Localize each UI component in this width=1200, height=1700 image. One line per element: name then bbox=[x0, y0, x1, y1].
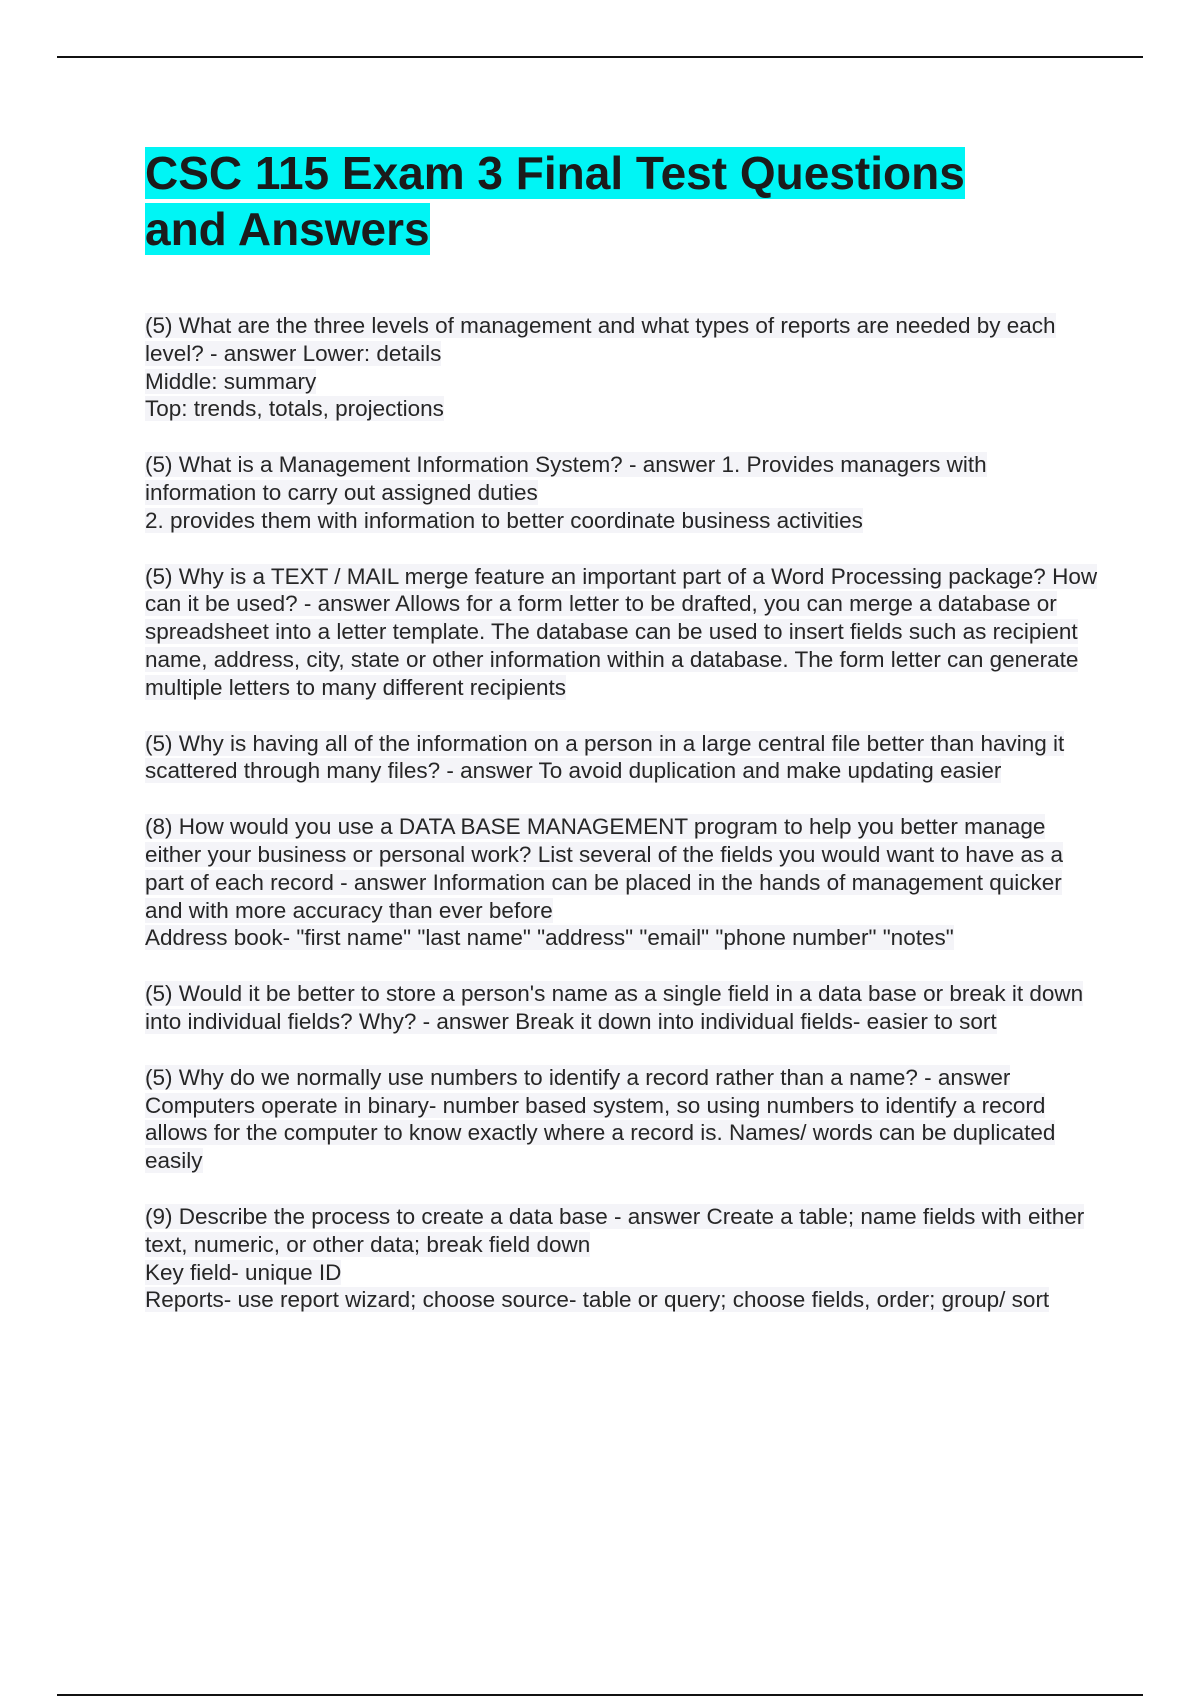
qa-item-8 bbox=[145, 1203, 1100, 1314]
qa-item-5-text: (8) How would you use a DATA BASE MANAGEMENT program to help you better manage either your business or personal work? List several of the fields you would want to have as a part of each record - answer Information can be placed in the hands of management quicker and with more accuracy than ever before Address book- "first name" "last name" "address" "email" "phone number" "notes" bbox=[145, 814, 1063, 951]
title-line-2: and Answers bbox=[145, 203, 430, 255]
qa-item-4 bbox=[145, 730, 1100, 786]
qa-list bbox=[145, 312, 1100, 1314]
qa-item-3-text: (5) Why is a TEXT / MAIL merge feature an important part of a Word Processing package? How can it be used? - answer Allows for a form letter to be drafted, you can merge a database or spreadsheet into a letter template. The database can be used to insert fields such as recipient name, address, city, state or other information within a database. The form letter can generate multiple letters to many different recipients bbox=[145, 563, 1098, 700]
document-body bbox=[145, 145, 1100, 1342]
header-rule bbox=[57, 56, 1143, 58]
qa-item-7 bbox=[145, 1064, 1100, 1175]
qa-item-2 bbox=[145, 451, 1100, 534]
qa-item-1 bbox=[145, 312, 1100, 423]
title-line-1: CSC 115 Exam 3 Final Test Questions bbox=[145, 147, 965, 199]
qa-item-7-text: (5) Why do we normally use numbers to identify a record rather than a name? - answer Computers operate in binary- number based system, so using numbers to identify a record allows for the computer to know exactly where a record is. Names/ words can be duplicated easily bbox=[145, 1064, 1056, 1174]
qa-item-6 bbox=[145, 980, 1100, 1036]
qa-item-4-text: (5) Why is having all of the information on a person in a large central file better than having it scattered through many files? - answer To avoid duplication and make updating easier bbox=[145, 730, 1065, 784]
footer-rule bbox=[57, 1694, 1143, 1696]
qa-item-5 bbox=[145, 813, 1100, 952]
document-title bbox=[145, 145, 1100, 257]
qa-item-2-text: (5) What is a Management Information System? - answer 1. Provides managers with information to carry out assigned duties 2. provides them with information to better coordinate business activities bbox=[145, 452, 987, 533]
qa-item-1-text: (5) What are the three levels of management and what types of reports are needed by each level? - answer Lower: details Middle: summary Top: trends, totals, projections bbox=[145, 313, 1056, 422]
qa-item-8-text: (9) Describe the process to create a data base - answer Create a table; name fields with either text, numeric, or other data; break field down Key field- unique ID Reports- use report wizard; choose source- table or query; choose fields, order; group/ sort bbox=[145, 1203, 1085, 1313]
qa-item-6-text: (5) Would it be better to store a person's name as a single field in a data base or break it down into individual fields? Why? - answer Break it down into individual fields- easier to sort bbox=[145, 981, 1084, 1034]
qa-item-3 bbox=[145, 563, 1100, 702]
